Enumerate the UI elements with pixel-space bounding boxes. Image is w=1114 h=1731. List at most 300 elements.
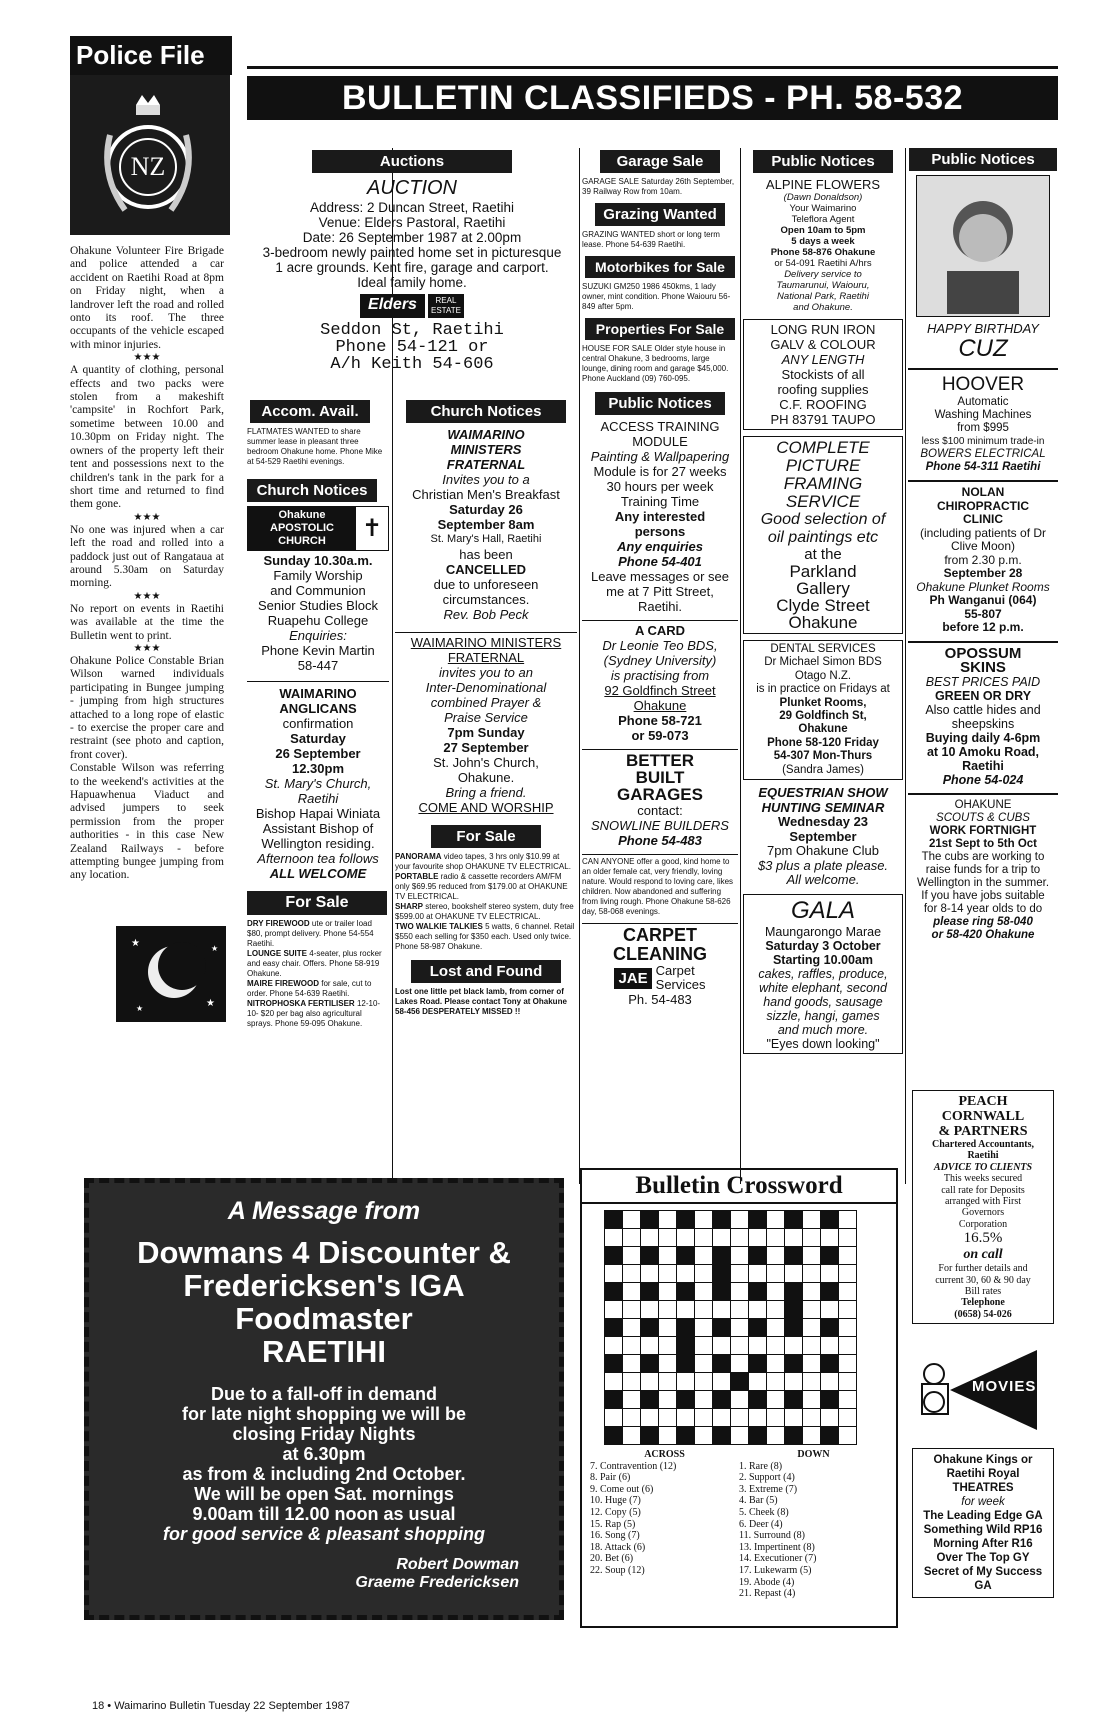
crossword-cell	[713, 1283, 731, 1301]
crossword-cell	[731, 1409, 749, 1427]
church-notices-header: Church Notices	[406, 400, 566, 423]
scouts-line: for 8-14 year olds to do	[923, 902, 1043, 915]
crossword-cell	[641, 1247, 659, 1265]
access-line: ACCESS TRAINING	[600, 419, 720, 434]
peach-line: Telephone	[961, 1297, 1005, 1309]
across-clue: 10. Huge (7)	[590, 1495, 641, 1507]
gala-line: hand goods, sausage	[763, 994, 883, 1009]
crossword-cell	[623, 1319, 641, 1337]
fraternal-line: FRATERNAL	[447, 650, 525, 665]
auction-line: Date: 26 September 1987 at 2.00pm	[302, 230, 522, 245]
down-clue: 6. Deer (4)	[739, 1518, 783, 1530]
dental-line: Otago N.Z.	[794, 669, 852, 682]
crossword-cell	[821, 1301, 839, 1319]
iga-message: for late night shopping we will be	[181, 1404, 466, 1424]
crossword-cell	[641, 1355, 659, 1373]
fraternal-line: Ohakune.	[457, 770, 515, 785]
crossword-cell	[767, 1427, 785, 1445]
child-portrait-icon	[917, 176, 1049, 314]
svg-text:★: ★	[136, 1004, 144, 1013]
fraternal-line: 27 September	[443, 740, 529, 755]
peach-line: Governors	[961, 1207, 1005, 1219]
card-line: A CARD	[634, 623, 686, 638]
access-line: MODULE	[632, 434, 688, 449]
for-sale-item: NITROPHOSKA FERTILISER 12-10-10- $20 per bag also agricultural sprays. Phone 59-095 Ohakune.	[247, 999, 381, 1028]
crossword-cell	[659, 1355, 677, 1373]
alpine-line: Teleflora Agent	[791, 214, 855, 225]
crossword-cell	[641, 1283, 659, 1301]
hoover-line: from $995	[957, 422, 1009, 434]
iron-line: C.F. ROOFING	[779, 397, 867, 412]
framing-line: at the	[804, 546, 842, 563]
dental-line: 29 Goldfinch St,	[779, 710, 867, 723]
opossum-line: Buying daily 4-6pm	[925, 730, 1041, 745]
alpine-line: (Dawn Donaldson)	[783, 192, 863, 203]
access-line: Training Time	[620, 494, 700, 509]
police-item: Ohakune Police Constable Brian Wilson warned individuals participating in Bungee jumping - jumping from high structures attached to a long rope of elastic - to exercise the proper care and restraint (see photo and caption, front cover).	[70, 654, 224, 761]
church-line: and Communion	[270, 583, 366, 598]
dental-line: is in practice on Fridays at	[756, 683, 890, 696]
opossum-line: OPOSSUM	[944, 644, 1022, 662]
apostolic-logo: Ohakune APOSTOLIC CHURCH ✝	[247, 506, 389, 551]
access-line: Raetihi.	[637, 599, 683, 614]
hoover-line: BOWERS ELECTRICAL	[920, 448, 1046, 460]
crossword-cell	[803, 1409, 821, 1427]
crossword-cell	[605, 1283, 623, 1301]
crossword-cell	[749, 1319, 767, 1337]
iga-store: Fredericksen's IGA	[183, 1268, 465, 1303]
crossword-cell	[803, 1319, 821, 1337]
iron-line: GALV & COLOUR	[770, 337, 876, 352]
properties-text: HOUSE FOR SALE Older style house in central Ohakune, 3 bedrooms, large lounge, dining room and garage $45,000. Phone Auckland (09) 760-095.	[582, 344, 729, 383]
access-line: Any enquiries	[617, 539, 703, 554]
church-line: Ruapehu College	[267, 613, 369, 628]
iga-message: closing Friday Nights	[232, 1424, 416, 1444]
crossword-cell	[605, 1301, 623, 1319]
carpet-phone: Ph. 54-483	[628, 992, 692, 1007]
alpine-line: Your Waimarino	[789, 203, 857, 214]
crossword-cell	[713, 1265, 731, 1283]
across-title: ACROSS	[644, 1449, 685, 1460]
iga-message: at 6.30pm	[282, 1444, 366, 1464]
iga-store: Foodmaster	[235, 1301, 413, 1336]
hoover-line: less $100 minimum trade-in	[921, 436, 1045, 447]
crossword-cell	[749, 1373, 767, 1391]
iga-message: We will be open Sat. mornings	[194, 1484, 454, 1504]
crossword-cell	[641, 1211, 659, 1229]
anglican-line: Assistant Bishop of	[262, 821, 374, 836]
framing-line: Ohakune	[788, 613, 858, 632]
peach-line: ADVICE TO CLIENTS	[933, 1161, 1033, 1173]
crossword-cell	[821, 1373, 839, 1391]
peach-line: arranged with First	[944, 1196, 1022, 1208]
card-line: Phone 58-721	[618, 713, 702, 728]
scouts-line: or 58-420 Ohakune	[931, 928, 1035, 941]
col3	[582, 150, 738, 1007]
fraternal-line: 7pm Sunday	[447, 725, 525, 740]
crossword-cell	[749, 1391, 767, 1409]
crossword-cell	[695, 1409, 713, 1427]
crossword-cell	[713, 1319, 731, 1337]
down-clue: 4. Bar (5)	[739, 1495, 778, 1507]
dental-line: Phone 58-120 Friday	[767, 736, 879, 749]
peach-line: on call	[963, 1247, 1003, 1263]
scouts-line: raise funds for a trip to	[925, 863, 1041, 876]
iga-store: Dowmans 4 Discounter &	[137, 1235, 511, 1270]
opossum-line: Also cattle hides and	[925, 702, 1041, 717]
church-line: September 8am	[437, 517, 535, 532]
public-notices-header: Public Notices	[595, 392, 725, 415]
equestrian-line: HUNTING SEMINAR	[761, 799, 885, 815]
crossword-cell	[749, 1211, 767, 1229]
dental-line: (Sandra James)	[782, 763, 864, 776]
anglican-line: confirmation	[282, 716, 354, 731]
crossword-cell	[713, 1229, 731, 1247]
opossum-line: SKINS	[960, 658, 1006, 676]
crossword-cell	[839, 1355, 857, 1373]
down-clue: 14. Executioner (7)	[739, 1553, 817, 1565]
crossword-cell	[623, 1373, 641, 1391]
gala-line: GALA	[790, 896, 856, 924]
crossword-cell	[821, 1337, 839, 1355]
crossword-cell	[767, 1391, 785, 1409]
for-sale-item: PANORAMA video tapes, 3 hrs only $10.99 at your favourite shop OHAKUNE TV ELECTRICAL.	[395, 852, 571, 871]
police-item: No report on events in Raetihi was available at the time the Bulletin went to print.	[70, 602, 224, 642]
crossword-cell	[695, 1319, 713, 1337]
gala-line: "Eyes down looking"	[766, 1036, 880, 1051]
crossword-cell	[731, 1247, 749, 1265]
church-line: Enquiries:	[289, 628, 347, 643]
movies-line: The Leading Edge GA	[923, 1510, 1043, 1522]
auction-line: Address: 2 Duncan Street, Raetihi	[309, 200, 515, 215]
crossword-cell	[659, 1265, 677, 1283]
for-sale-item: PORTABLE radio & cassette recorders AM/FM only $69.95 reduced from $179.00 at OHAKUNE TV ELECTRICAL.	[395, 872, 568, 901]
crossword-cell	[659, 1409, 677, 1427]
garages-line: Phone 54-483	[618, 833, 702, 848]
down-clue: 3. Extreme (7)	[739, 1483, 798, 1495]
top-rule	[247, 66, 1058, 69]
auction-contact: Seddon St, Raetihi	[320, 321, 504, 340]
crossword-cell	[785, 1211, 803, 1229]
crossword-cell	[821, 1211, 839, 1229]
down-clue: 1. Rare (8)	[739, 1460, 783, 1472]
opossum-line: at 10 Amoku Road,	[926, 744, 1040, 759]
scouts-line: Wellington in the summer.	[916, 876, 1050, 889]
crossword-cell	[821, 1427, 839, 1445]
church-line: Family Worship	[273, 568, 363, 583]
peach-line: CORNWALL	[941, 1109, 1025, 1124]
alpine-line: ALPINE FLOWERS	[765, 177, 881, 192]
across-clue: 16. Song (7)	[590, 1530, 640, 1542]
movies-ad	[912, 1340, 1054, 1598]
hoover-line: Phone 54-311 Raetihi	[925, 461, 1041, 473]
crossword-cell	[677, 1319, 695, 1337]
movies-line: Morning After R16	[933, 1538, 1033, 1550]
across-clue: 22. Soup (12)	[590, 1564, 645, 1576]
crossword-cell	[767, 1319, 785, 1337]
crossword-cell	[623, 1265, 641, 1283]
across-clue: 15. Rap (5)	[590, 1518, 636, 1530]
framing-line: Gallery	[796, 579, 850, 598]
framing-line: COMPLETE	[776, 438, 870, 457]
crossword-cell	[659, 1247, 677, 1265]
crossword-cell	[839, 1319, 857, 1337]
crossword-cell	[659, 1283, 677, 1301]
crossword-cell	[677, 1301, 695, 1319]
crossword-cell	[785, 1355, 803, 1373]
crossword-cell	[605, 1427, 623, 1445]
fraternal-line: COME AND WORSHIP	[418, 800, 554, 815]
auctions-section	[247, 150, 577, 373]
crossword-cell	[677, 1229, 695, 1247]
crossword-cell	[677, 1211, 695, 1229]
crossword-cell	[803, 1229, 821, 1247]
down-clue: 13. Impertinent (8)	[739, 1541, 815, 1553]
church-line: 58-447	[297, 658, 339, 673]
crossword-cell	[839, 1337, 857, 1355]
dental-line: 54-307 Mon-Thurs	[773, 750, 873, 763]
crossword-cell	[839, 1301, 857, 1319]
crossword-cell	[839, 1391, 857, 1409]
peach-cornwall-box	[912, 1090, 1054, 1324]
crossword-cell	[731, 1427, 749, 1445]
church-line: CANCELLED	[445, 562, 527, 577]
garage-sale-header: Garage Sale	[600, 150, 720, 173]
gala-line: sizzle, hangi, games	[766, 1008, 880, 1023]
crossword-cell	[749, 1265, 767, 1283]
crossword-cell	[785, 1319, 803, 1337]
crossword-cell	[803, 1211, 821, 1229]
crossword-cell	[695, 1283, 713, 1301]
police-file-column	[70, 36, 230, 1026]
crossword-cell	[767, 1337, 785, 1355]
crossword-cell	[821, 1283, 839, 1301]
crossword-cell	[623, 1355, 641, 1373]
anglican-line: Saturday	[290, 731, 346, 746]
crossword-cell	[623, 1247, 641, 1265]
movies-logo: MOVIES	[972, 1378, 1037, 1395]
dental-line: Ohakune	[798, 723, 848, 736]
church-line: due to unforeseen	[433, 577, 539, 592]
movies-line: THEATRES	[952, 1482, 1014, 1494]
opossum-line: BEST PRICES PAID	[925, 674, 1041, 689]
crossword-cell	[605, 1409, 623, 1427]
crossword-cell	[803, 1355, 821, 1373]
opossum-line: Phone 54-024	[942, 772, 1024, 787]
crossword-cell	[659, 1319, 677, 1337]
crossword-cell	[605, 1265, 623, 1283]
for-sale-item: LOUNGE SUITE 4-seater, plus rocker and easy chair. Offers. Phone 58-919 Ohakune.	[247, 949, 382, 978]
access-line: Leave messages or see	[590, 569, 730, 584]
iron-line: PH 83791 TAUPO	[770, 412, 876, 427]
crossword-cell	[713, 1211, 731, 1229]
movies-line: Over The Top GY	[936, 1552, 1030, 1564]
crossword-cell	[821, 1391, 839, 1409]
crossword-cell	[677, 1337, 695, 1355]
across-clue: 20. Bet (6)	[590, 1553, 634, 1565]
crossword-cell	[605, 1355, 623, 1373]
crossword-cell	[785, 1391, 803, 1409]
garage-text: GARAGE SALE Saturday 26th September, 39 Railway Row from 10am.	[582, 177, 735, 196]
crossword-cell	[677, 1247, 695, 1265]
crossword-cell	[821, 1229, 839, 1247]
crossword-cell	[785, 1301, 803, 1319]
garages-line: BUILT	[635, 768, 685, 787]
peach-line: For further details and	[938, 1263, 1028, 1275]
access-line: Painting & Wallpapering	[590, 449, 730, 464]
crossword-cell	[677, 1409, 695, 1427]
down-clue: 17. Lukewarm (5)	[739, 1564, 812, 1576]
anglican-line: Wellington residing.	[261, 836, 375, 851]
crossword-cell	[749, 1247, 767, 1265]
dental-line: DENTAL SERVICES	[770, 643, 876, 655]
auction-line: Venue: Elders Pastoral, Raetihi	[318, 215, 506, 230]
svg-text:★: ★	[131, 938, 140, 949]
crossword-cell	[767, 1229, 785, 1247]
crossword-cell	[677, 1391, 695, 1409]
nolan-line: CLINIC	[963, 512, 1003, 526]
crossword-cell	[695, 1301, 713, 1319]
crossword-cell	[731, 1211, 749, 1229]
crossword-cell	[695, 1337, 713, 1355]
crossword-cell	[749, 1337, 767, 1355]
alpine-line: or 54-091 Raetihi A/hrs	[774, 258, 872, 269]
crossword-cell	[731, 1229, 749, 1247]
col4	[743, 150, 903, 1054]
church-line: Invites you to a	[442, 472, 530, 487]
anglican-line: 12.30pm	[291, 761, 345, 776]
crossword-cell	[785, 1229, 803, 1247]
col1	[247, 400, 389, 1029]
opossum-line: Raetihi	[962, 758, 1004, 773]
crossword-cell	[767, 1247, 785, 1265]
col5	[908, 148, 1058, 942]
crossword-cell	[767, 1301, 785, 1319]
equestrian-line: 7pm Ohakune Club	[766, 843, 879, 859]
crossword-cell	[767, 1355, 785, 1373]
crossword-cell	[677, 1283, 695, 1301]
alpine-line: Open 10am to 5pm	[780, 225, 866, 236]
jae-logo: JAE	[614, 968, 651, 989]
anglican-line: Afternoon tea follows	[257, 851, 379, 866]
alpine-line: 5 days a week	[791, 236, 855, 247]
crossword-cell	[695, 1373, 713, 1391]
nolan-line: September 28	[943, 566, 1023, 580]
crossword-cell	[659, 1427, 677, 1445]
crossword-title: Bulletin Crossword	[582, 1170, 896, 1204]
crossword-cell	[605, 1247, 623, 1265]
anglican-line: St. Mary's Church,	[264, 776, 372, 791]
police-item: A quantity of clothing, personal effects and two packs were stolen from a makeshift 'campsite' in Rochfort Park, sometime between 10.00 and 10.30pm on Friday night. The owners of the property left their tent and possessions next to the children's tank in the park for a short time and returned to find them gone.	[70, 364, 224, 511]
iga-signature: Graeme Fredericksen	[355, 1574, 519, 1591]
crossword-cell	[695, 1211, 713, 1229]
crossword-cell	[623, 1283, 641, 1301]
crossword-cell	[785, 1283, 803, 1301]
nolan-line: before 12 p.m.	[942, 620, 1024, 634]
church-line: WAIMARINO	[447, 427, 525, 442]
motorbikes-text: SUZUKI GM250 1986 450kms, 1 lady owner, mint condition. Phone Waiouru 56-849 after 5pm.	[582, 282, 731, 311]
peach-line: (0658) 54-026	[954, 1308, 1012, 1320]
police-crest-image	[70, 75, 230, 235]
crossword-cell	[659, 1337, 677, 1355]
crossword-cell	[695, 1355, 713, 1373]
alpine-line: Taumarunui, Waiouru,	[776, 280, 870, 291]
crossword-grid	[582, 1204, 896, 1445]
page-footer: 18 • Waimarino Bulletin Tuesday 22 September 1987	[92, 1700, 350, 1712]
gala-line: Starting 10.00am	[772, 952, 874, 967]
lost-found-header: Lost and Found	[411, 960, 561, 983]
peach-line: Bill rates	[964, 1286, 1002, 1298]
nolan-line: NOLAN	[961, 485, 1005, 499]
crossword-cell	[677, 1355, 695, 1373]
across-clue: 8. Pair (6)	[590, 1472, 631, 1484]
crossword-cell	[785, 1373, 803, 1391]
separator: ★★★	[133, 352, 161, 364]
crossword-cell	[605, 1229, 623, 1247]
crossword-cell	[803, 1391, 821, 1409]
crossword-cell	[623, 1211, 641, 1229]
iga-message: as from & including 2nd October.	[182, 1464, 466, 1484]
fraternal-line: St. John's Church,	[433, 755, 539, 770]
garages-line: contact:	[637, 803, 683, 818]
iga-message: 9.00am till 12.00 noon as usual	[192, 1504, 456, 1524]
crossword-cell	[659, 1229, 677, 1247]
for-sale-item: TWO WALKIE TALKIES 5 watts, 6 channel. Retail $550 each selling for $350 each. Used only twice. Phone 58-987 Ohakune.	[395, 922, 575, 951]
church-line: FRATERNAL	[446, 457, 526, 472]
crossword-cell	[803, 1301, 821, 1319]
fraternal-line: combined Prayer &	[430, 695, 542, 710]
crossword-cell	[731, 1391, 749, 1409]
nolan-line: CHIROPRACTIC	[937, 498, 1029, 513]
separator: ★★★	[133, 511, 161, 523]
crossword-cell	[677, 1427, 695, 1445]
fraternal-line: invites you to an	[439, 665, 533, 680]
crossword-cell	[731, 1355, 749, 1373]
crossword-cell	[839, 1427, 857, 1445]
anglican-line: 26 September	[275, 746, 361, 761]
card-line: or 59-073	[631, 728, 689, 743]
card-line: is practising from	[610, 668, 710, 683]
police-file-title: Police File	[70, 36, 232, 75]
across-clue: 9. Come out (6)	[590, 1483, 654, 1495]
framing-line: PICTURE	[785, 456, 861, 475]
iron-line: roofing supplies	[777, 382, 869, 397]
crossword-cell	[749, 1427, 767, 1445]
crossword-cell	[767, 1265, 785, 1283]
crossword-cell	[641, 1427, 659, 1445]
crossword-cell	[641, 1373, 659, 1391]
opossum-line: sheepskins	[951, 716, 1015, 731]
nolan-line: Ph Wanganui (064)	[929, 593, 1037, 607]
auction-line: Ideal family home.	[357, 275, 467, 290]
svg-text:★: ★	[206, 998, 215, 1009]
gala-line: Maungarongo Marae	[764, 924, 882, 939]
access-line: Phone 54-401	[618, 554, 702, 569]
nolan-line: 55-807	[964, 606, 1002, 621]
auctions-header: Auctions	[312, 150, 512, 173]
nolan-line: (including patients of Dr	[919, 525, 1047, 540]
crossword-cell	[767, 1283, 785, 1301]
gala-line: Saturday 3 October	[765, 938, 881, 953]
crossword-cell	[605, 1211, 623, 1229]
down-title: DOWN	[797, 1449, 830, 1460]
crossword-cell	[659, 1301, 677, 1319]
crossword-cell	[749, 1409, 767, 1427]
down-clue: 11. Surround (8)	[739, 1530, 806, 1542]
crossword-cell	[605, 1391, 623, 1409]
birthday-photo	[916, 175, 1050, 317]
access-line: 30 hours per week	[606, 479, 714, 494]
